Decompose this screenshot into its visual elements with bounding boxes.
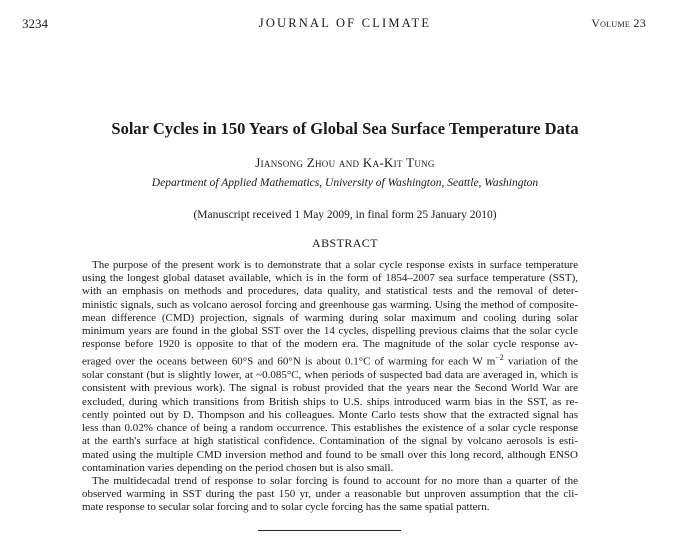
abstract-line: less than 0.02% chance of being a random occurrence. This establishes the existence of a solar cycle response [82,422,578,435]
abstract-body [82,259,578,515]
abstract-line: contamination varies depending on the period chosen but is also small. [82,461,394,474]
abstract-line: eraged over the oceans between 60°S and 60°N is about 0.1°C of warming for each W $m^{-2}$ variation of the [82,353,579,369]
abstract-line: mean difference (CMD) projection, signals of warming during solar maximum and cooling during solar [82,311,578,324]
abstract-line: mated using the multiple CMD inversion method and found to be small over this long record, although ENSO [82,448,578,461]
abstract-line: consistent with previous work). The signal is robust provided that the years near the Second World War are [82,382,578,395]
paper-authors: Jiansong Zhou and Ka-Kit Tung [255,155,435,170]
abstract-line: with an emphasis on methods and procedures, data quality, and statistical tests and the removal of deter- [82,285,578,298]
abstract-line: cently pointed out by D. Thompson and his colleagues. Monte Carlo tests show that the extracted signal has [82,408,578,421]
volume-label: Volume 23 [591,16,646,30]
journal-name: JOURNAL OF CLIMATE [258,16,432,30]
abstract-line: The purpose of the present work is to demonstrate that a solar cycle response exists in surface temperature [92,259,578,271]
abstract-line: ministic signals, such as volcano aerosol forcing and greenhouse gas warming. Using the method of composite- [82,298,578,311]
abstract-line: excluded, during which transitions from British ships to U.S. ships introduced warm bias in the SST, as re- [82,395,578,408]
abstract-line: mate response to secular solar forcing and to solar cycle forcing has the same spatial pattern. [82,501,490,514]
page-number: 3234 [22,16,48,31]
abstract-line: response before 1920 is opposite to that of the modern era. The magnitude of the solar cycle response av- [82,338,578,351]
abstract-line: at the earth's surface at high statistical confidence. Contamination of the signal by volcano aerosols is esti- [82,435,578,448]
abstract-heading: ABSTRACT [312,236,378,250]
abstract-line: using the longest global dataset available, which is in the form of 1854–2007 sea surface temperature (SST), [82,272,578,285]
running-header [0,16,690,34]
section-divider-rule [258,530,401,531]
abstract-line: observed warming in SST during the past 150 yr, under a reasonable but unproven assumption that the cli- [82,488,578,501]
abstract-line: solar constant (but is slightly lower, at ~0.085°C, when periods of suspected bad data are averaged in, which is [82,369,578,382]
manuscript-dates: (Manuscript received 1 May 2009, in final form 25 January 2010) [193,209,497,221]
paper-title: Solar Cycles in 150 Years of Global Sea Surface Temperature Data [111,119,579,138]
author-affiliation: Department of Applied Mathematics, University of Washington, Seattle, Washington [151,177,539,189]
abstract-line: The multidecadal trend of response to solar forcing is found to account for no more than a quarter of the [92,474,578,487]
abstract-line: minimum years are found in the global SST over the 14 cycles, dispelling previous claims that the solar cycle [82,325,578,338]
